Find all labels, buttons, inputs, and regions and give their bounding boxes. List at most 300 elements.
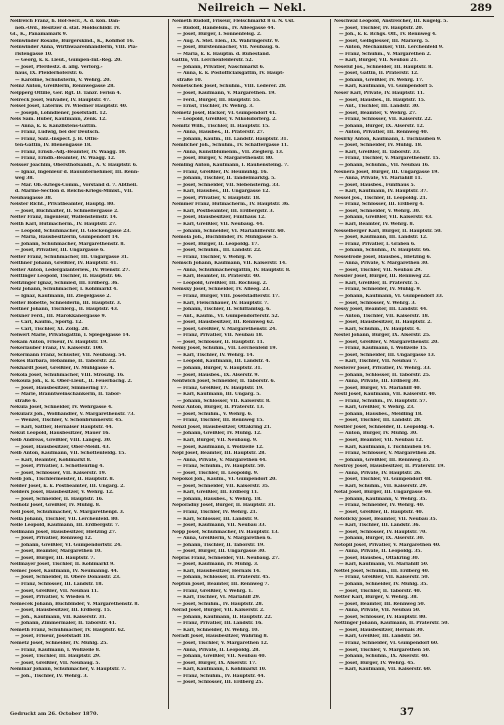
directory-entry: — Josef, Schlosser, V. Wehrg. 3. bbox=[339, 300, 416, 306]
directory-entry: Nemetz Josef, Bäcker, VI. Gumpendorf 41. bbox=[172, 110, 277, 116]
directory-entry: — Johann, Tischler, II. Schiffamtsg. 6. bbox=[177, 307, 271, 313]
directory-entry: — Karoline, Schuhsterin, V. Wehrg. 20. bbox=[15, 77, 111, 83]
directory-entry: — Maria, Hausbesitzerin, Gumpendorf 14. bbox=[15, 235, 120, 241]
directory-entry: — Franz, Schlosser, III. Erdberg 4. bbox=[339, 202, 424, 208]
directory-entry: — Karl, Greißler, III. Erdberg 11. bbox=[177, 490, 259, 496]
directory-entry: — Josef, Pferdestz. d. allg. Verforg.- bbox=[15, 64, 103, 70]
directory-entry: — Josef, Schneider, II. Hauptstr. 16. bbox=[15, 496, 104, 502]
directory-entry: — Anna, k. k. Kanzlistens-Gattin. bbox=[15, 123, 97, 129]
directory-entry: Neradt Josef, Hausbesitzer, Währing 8. bbox=[172, 634, 269, 640]
directory-entry: — Franz, Schuhm., IV. Hauptstr. 57. bbox=[339, 398, 427, 404]
directory-entry: ristengasse 10. bbox=[15, 51, 53, 57]
signature-mark: 37 bbox=[400, 707, 414, 718]
directory-entry: — Josef, Greißler, V. Margarethenstr. 20. bbox=[339, 339, 439, 345]
directory-entry: — Johann, Greißler, IV. Wehrg. 17. bbox=[339, 77, 424, 83]
directory-entry: — Anna, Private, V. Margarethen 44. bbox=[177, 457, 267, 463]
directory-entry: Neitzinger Ignaz, Schmied, III. Erdberg. 36. bbox=[10, 280, 119, 286]
directory-entry: — Josef, Hausbesitzer, II. Hauptstr. 2. bbox=[339, 320, 432, 326]
directory-entry: — Josef, Tischler, IV. Hauptstr. 20. bbox=[339, 25, 424, 31]
directory-entry: Neschwal Leopold, Anstreicher, III. Kugelg. 5. bbox=[334, 19, 448, 24]
directory-entry: Neisel Josef, Laternw. IV. Wiedner Hauptstr. 40. bbox=[10, 104, 128, 110]
directory-entry: — Josef, Schuhm., V. Wehrg. 6. bbox=[177, 411, 253, 417]
directory-entry: Nell Josef, Schuhmacher, V. Margarethenpl. 3. bbox=[10, 510, 125, 516]
directory-entry: — Ignaz, Kaufmann, III. Ziegelgasse 2. bbox=[15, 293, 111, 299]
directory-entry: Nellmann Josef, Hausbesitzer, Hietzing 27. bbox=[10, 529, 117, 535]
directory-entry: — Franz, Salz.-Inspect. J. H. Offis- bbox=[15, 136, 99, 142]
directory-entry: Neiwert Marie, Privatsgattin, I. Spiegelgasse 14. bbox=[10, 333, 131, 339]
directory-entry: — Franz, Schneider, IV. Mühlg. 9. bbox=[339, 287, 422, 293]
directory-entry: — Anton, Tischler, VII. Kaiserstr. 18. bbox=[339, 313, 430, 319]
directory-entry: — Josef, Bürger, II. Leopoldg. 17. bbox=[177, 241, 259, 247]
directory-entry: — Josef, Schneider, V. Wehrg. 30. bbox=[339, 208, 421, 214]
directory-entry: — Johann, Bürger, IX. Alserstr. 30. bbox=[339, 536, 425, 542]
directory-entry: — Johann, Bürger, IX. Alserstr. 12. bbox=[339, 123, 425, 129]
directory-entry: — Marie, Branntweinschänkerin, II. Tabor- bbox=[15, 392, 122, 398]
directory-entry: Nelb Joh., Tischlermeister, II. Hauptstr. 8. bbox=[10, 477, 115, 483]
directory-entry: Nemsky Josef, Schneider, IV. Alleeg. 23. bbox=[172, 287, 270, 293]
directory-entry: — Johann, Tischler, II. Tandelmarktg. 5. bbox=[177, 176, 276, 182]
directory-entry: — Josef, Bürger, IV. Wehrg. 45. bbox=[339, 660, 415, 666]
directory-entry: Neipperg Ottilie, Ger. Rgt. D. Tanzr. Ferisn 4. bbox=[10, 91, 122, 97]
directory-entry: Nemlicher Joh., Schuhm., IV. Schäffergasse 11. bbox=[172, 143, 289, 149]
directory-entry: — Josef, Schneider, VII. Kaiserstr. 35. bbox=[177, 483, 270, 489]
directory-entry: — Anna, Kunstblumenm., VII. Zieglerg. 13. bbox=[177, 149, 284, 155]
directory-entry: — Karl, Schuhm., VII. Kaiserstr. 29. bbox=[339, 483, 428, 489]
directory-entry: Nentwich Josef, Schneider, II. Taborstr. 6. bbox=[172, 379, 276, 385]
directory-entry: — Johann, Kaufmann, V. Wehrg. 35. bbox=[339, 496, 427, 502]
directory-entry: — Karl, Bürger, VII. Neubau 21. bbox=[339, 58, 418, 64]
directory-entry: Nelder Josef, k. k. Postbeamter, III. Ungarg. 2. bbox=[10, 483, 125, 489]
directory-entry: — Josef, Tischler, VI. Gumpendorf 48. bbox=[339, 477, 432, 483]
directory-entry: Neinwinder Rosalie, Bürgerskind., K., Kohlhof 16. bbox=[10, 38, 135, 44]
directory-entry: — Johann, Kaufm., III. Landstr. Hauptstr. 31. bbox=[177, 136, 288, 142]
directory-entry: — Karl, Tischler, III. Landstr. 36. bbox=[339, 523, 421, 529]
directory-entry: Nesterer Josef, Privatier, IV. Wehrg. 33. bbox=[334, 365, 431, 371]
directory-entry: Nerad Josef, Bürger, VII. Kaiserstr. 2. bbox=[172, 608, 265, 614]
directory-entry: — Anna, Private, III. Erdberg 30. bbox=[339, 379, 420, 385]
directory-entry: — Franz, Schneider, VI. Gumpendorf 60. bbox=[339, 640, 439, 646]
directory-entry: — Wenzel, Tischler, V. Schönbrunnerstr. 45. bbox=[15, 418, 123, 424]
directory-entry: Neithner Johann, Greißler, IV. Hauptstr. 41. bbox=[10, 261, 118, 267]
directory-entry: Neinz Anton, Greißlerin, Rennwegasse 28. bbox=[10, 84, 115, 90]
directory-entry: — Franz, Tischler, V. Wehrg. 9. bbox=[177, 254, 253, 260]
directory-entry: — Franz, Kaufmann, I. Wollzeile 15. bbox=[339, 346, 428, 352]
directory-entry: — Josef, Schlosser, II. Hauptstr. 11. bbox=[177, 339, 265, 345]
directory-entry: — Josef, Schneider, II. Obere Donaustr. 23. bbox=[15, 575, 121, 581]
directory-entry: — Josef, Hausbes., IX. Alserstr. 9. bbox=[177, 372, 259, 378]
directory-entry: — Anton, Bürger, IV. Mühlg. 30. bbox=[339, 431, 418, 437]
directory-entry: neb.-Ord., Besitzer d. stat. Moldschildr. IV. bbox=[15, 25, 121, 31]
directory-entry: Neitner Johann, Tischlerg., II. Hauptstr. 43. bbox=[10, 307, 119, 313]
directory-entry: — Franz, Tischler, IV. Wehrg. 21. bbox=[177, 510, 258, 516]
directory-entry: — Karl, Kaufmann, IV. Hauptstr. 37. bbox=[339, 189, 428, 195]
directory-entry: — Karl, Greißler, II. Praterstr. 5. bbox=[339, 280, 419, 286]
directory-entry: — Josef, Hausbes., Ottakring 30. bbox=[339, 555, 420, 561]
directory-entry: — Anna, Private, IV. Hauptstr. 26. bbox=[339, 470, 422, 476]
directory-entry: — Anton, Mechaniker, VIII. Lerchenfeld 9. bbox=[339, 45, 444, 51]
directory-entry: — Josef, Kaufmann, I. Wollzeile 12. bbox=[177, 444, 264, 450]
directory-entry: — Karl, Greißler, VII. Neubaug. 44. bbox=[177, 221, 264, 227]
directory-entry: Nesnera Josef, Bürger, III. Ungargasse 19. bbox=[334, 169, 439, 175]
directory-entry: Nekola Josef, Schuhmacher, VIII. Stroszig. 16. bbox=[10, 372, 125, 378]
directory-entry: Nepraš Franz, Schneider, VII. Neubaug. 27. bbox=[172, 555, 280, 561]
directory-entry: Nemec Josef, Kaufmann, IV. Neumanng. 44. bbox=[10, 568, 119, 574]
directory-entry: — Josef, Beamter, Margarethen 10. bbox=[15, 549, 102, 555]
directory-entry: Nekula Josef, Schneider, IV. Wehrgasse 4. bbox=[10, 405, 113, 411]
directory-entry: — Karl, Greißler, II. Taborstr. 33. bbox=[339, 149, 421, 155]
directory-entry: — Josef, Hausbes., Fünfhaus 5. bbox=[339, 182, 416, 188]
directory-entry: — Franz, Schlosser, V. Margarethen 28. bbox=[339, 451, 436, 457]
directory-entry: Gl., K., Panamamark 9. bbox=[10, 32, 68, 38]
directory-entry: — Anna, Schuhmachersgattin, IV. Hauptstr. 8. bbox=[177, 267, 291, 273]
directory-entry: Nella Johann, Tischler, VII. Lerchenfeld. 80. bbox=[10, 516, 119, 522]
directory-entry: — Johann, Tischler, II. Taborstr. 19. bbox=[177, 542, 265, 548]
directory-entry: Nemy Josef, Schuhm., VII. Lerchenfeld 19. bbox=[172, 346, 277, 352]
directory-entry: — Aug. A. Stef. Elen., IX. Währingerstr. 9. bbox=[177, 38, 280, 44]
directory-entry: Nemeth Rudolf, Friseur, Fleischmarkt 8 u. N. Usf. bbox=[172, 19, 295, 24]
directory-entry: — Johann, Schlosser, VII. Kaiserstr. 8. bbox=[177, 398, 271, 404]
directory-entry: — Josef, Kaufmann, IV. Mühlg. 3. bbox=[177, 562, 259, 568]
directory-entry: — Karl, Kaufmann, VI. Mariahilf 50. bbox=[339, 562, 429, 568]
directory-entry: — Karl, Kaufmann, VI. Gumpendorf 5. bbox=[339, 84, 434, 90]
directory-entry: — Anna, Private, II. Leopoldg. 35. bbox=[339, 549, 422, 555]
directory-entry: — Ignaz, Ingenieur d. Bauunternehmer, III. Renn- bbox=[15, 169, 139, 175]
directory-entry: — Josef, Gelbgiesser, III. Marxerg. 5. bbox=[339, 38, 430, 44]
page-number: 289 bbox=[470, 2, 492, 14]
directory-entry: Nemeth Franz, Schuhmacher, IV. Hauptstr. 62. bbox=[10, 627, 126, 633]
directory-entry: — Karl, Hausbesitzer, Hernals 14. bbox=[177, 568, 261, 574]
directory-entry: Nessy Josef, Beamter, III. Landstr. 44. bbox=[334, 307, 428, 313]
directory-entry: — Josef, Tischler, VII. Neubau 29. bbox=[339, 267, 422, 273]
column-divider bbox=[330, 19, 331, 709]
directory-entry: — Anna, Private, V. Margarethen 30. bbox=[339, 261, 429, 267]
directory-entry: — Josef, Tischler, II. Leopoldg. 9. bbox=[177, 470, 259, 476]
directory-entry: Nenzl Josef, Hausbesitzer, Ottakring 21. bbox=[172, 424, 272, 430]
directory-entry: — Josef, Beamter, VII. Neubau 12. bbox=[339, 438, 424, 443]
directory-entry: — Franz, Privatier, III. Landstr. 16. bbox=[177, 621, 263, 627]
directory-entry: — Josef, Beamter, V. Wehrg. 27. bbox=[339, 110, 417, 116]
page-title: Neilreich — Nekl. bbox=[197, 2, 307, 14]
directory-entry: — Josef, Greißler, II. Hauptstr. 40. bbox=[339, 510, 424, 516]
directory-entry: Nekam Anton, Friseur, IV. Hauptstr. 19. bbox=[10, 339, 108, 345]
directory-entry: Neittinger Leopold, Tischler, II. Hauptstr. 66. bbox=[10, 274, 123, 280]
directory-entry: — Franz, Privatier, I. Graben 6. bbox=[339, 241, 416, 247]
directory-entry: Nemitz Wilh., Tischler, II. Hauptstr. 15. bbox=[172, 123, 270, 129]
directory-entry: — Leopold, Kaufmann, III. Landstr. 4. bbox=[177, 359, 270, 365]
directory-entry: Neiz Johann, Schuhmacher, I. Kohlmarkt 4. bbox=[10, 287, 118, 293]
directory-entry: — Josef, Hausbes., II. Hauptstr. 15. bbox=[339, 97, 426, 103]
directory-entry: Neminar Johann, Schuhmacher, V. Hauptstr. 7. bbox=[10, 667, 126, 673]
directory-entry: Nettinger Johann, Kaufmann, II. Praterstr. 50. bbox=[334, 621, 449, 627]
directory-entry: — Johann, Greißler, VII. Kaiserstr. 43. bbox=[339, 215, 433, 221]
directory-entry: — Josef, Friseur, Josefstadt 18. bbox=[15, 634, 91, 640]
directory-entry: Netopil Josef, Privatier, V. Margarethen 40. bbox=[334, 542, 441, 548]
directory-entry: — Karl, Kaufmann, VII. Kaiserstr. 60. bbox=[339, 667, 432, 673]
directory-entry: — Josef, Tischler, III. Hauptstr. 29. bbox=[15, 654, 101, 660]
directory-entry: — Josef, Greißler, VII. Neubaug. 5. bbox=[15, 660, 101, 666]
directory-entry: — Johann, Schneider, VI. Mariahilferstr. 60. bbox=[177, 228, 285, 234]
directory-entry: — Anna, Greißlerin, V. Margarethen 6. bbox=[177, 536, 272, 542]
directory-entry: Nekermann Franz, Schuster, VII. Neubaug. 54. bbox=[10, 352, 126, 358]
directory-entry: — Karl, Kaufmann, I. Tuchlauben 14. bbox=[339, 444, 431, 450]
directory-entry: — Johann, Schuhm., IV. Hauptstr. 66. bbox=[339, 248, 431, 254]
directory-entry: Netolicky Josef, Beamter, VII. Neubau 35. bbox=[334, 516, 438, 522]
directory-entry: — Franz, Erndb.-Beamter, IV. Waagg. 12. bbox=[15, 156, 116, 162]
directory-entry: Neporadny Josef, Bürger, II. Hauptstr. 31. bbox=[172, 503, 276, 509]
directory-entry: — Josef, Hausbesitzer, III. Erdberg. 15. bbox=[15, 608, 112, 614]
directory-entry: — Karl, Schneider, IV. Wehrg. 10. bbox=[177, 627, 259, 633]
directory-entry: — Josef, Schuhm., III. Landstr. 22. bbox=[177, 248, 262, 254]
directory-entry: — Josef, Schlosser, IV. Hauptstr. 70. bbox=[339, 529, 427, 535]
directory-entry: — Josef, Privatier, III. Ungargasse 6. bbox=[15, 248, 105, 254]
directory-entry: — Johann, Zimmermaler, II. Taborstr. 41. bbox=[15, 621, 117, 627]
directory-entry: — Josef, Tischler, V. Margarethen 50. bbox=[339, 647, 431, 653]
directory-entry: — Josef, Kaufmann, VII. Neubau 33. bbox=[177, 523, 266, 529]
directory-entry: — Franz, Greißler, VII. Kaiserstr. 50. bbox=[339, 575, 429, 581]
directory-entry: — Leopold, Schuhmacher, II. Glockengasse 23. bbox=[15, 228, 131, 234]
directory-entry: — Josef, Bürger, IX. Alserstr. 17. bbox=[177, 660, 257, 666]
directory-entry: — Josef, Schlosser, VII. Kaiserstr. 19. bbox=[15, 470, 107, 476]
directory-entry: — Franz, Schlosser, VII. Kaiserstr. 22. bbox=[339, 117, 433, 123]
directory-entry: Nelholz Josef, Greißler, IV. Mühlg. 8. bbox=[10, 503, 101, 509]
directory-entry: — Karl, Kaufmann, I. Kohlmarkt 10. bbox=[177, 667, 267, 673]
directory-entry: Neiter Bobette, Schneiderin, III. Hauptstr. 3. bbox=[10, 300, 122, 306]
directory-entry: — Franz, Greißler, IV. Heumühlg. 16. bbox=[177, 169, 268, 175]
directory-entry: — Franz, Ludwig, bei der Deutsch. bbox=[15, 130, 100, 136]
directory-entry: — Karl, Sattler, Hernalser Hauptstr. 44. bbox=[15, 424, 113, 430]
directory-entry: Neilreich Franz, h. Hof-Secr., A. d. kön. Dan- bbox=[10, 19, 120, 24]
directory-entry: — Karl, Fleischhauer, IV. Hauptstr. 7. bbox=[177, 300, 269, 306]
header-rule bbox=[10, 16, 494, 17]
directory-entry: Nepokoi Joh., Kaufm., VI. Gumpendorf 20. bbox=[172, 477, 277, 483]
directory-entry: — Josef, Hausbesitzer, Simmering 17. bbox=[15, 385, 108, 391]
directory-entry: — Josef, Schneider, III. Ungargasse 13. bbox=[339, 352, 436, 358]
directory-entry: Nemecek Johann, Buchbinder, V. Margarethenstr. 8. bbox=[10, 601, 140, 607]
directory-entry: — Josef, Schlosser, III. Erdberg 25. bbox=[177, 680, 263, 686]
directory-entry: Nesselberger Karl, Bürger, II. Hauptstr. 50. bbox=[334, 228, 442, 234]
directory-entry: Neister Richt., Privatbeamter, Hauptg. 80. bbox=[10, 202, 115, 208]
directory-entry: — Karl, Beamter, Kohlmarkt 8. bbox=[15, 457, 92, 463]
directory-entry: — Johann, Schneider, IV. Mühlg. 35. bbox=[339, 582, 428, 588]
directory-entry: — Josef, Privatier, V. Wieden 9. bbox=[15, 595, 91, 601]
directory-entry: — Rudolf, Handelsm., IV. Alleegasse 44. bbox=[177, 25, 275, 31]
directory-entry: — Franz, Schlosser, III. Landstr. 18. bbox=[15, 582, 103, 588]
directory-entry: — Josef, Bürger, VI. Mariahilf 40. bbox=[339, 385, 421, 391]
directory-entry: Neser Karl, Private, IV. Hauptstr. 11. bbox=[334, 91, 425, 97]
directory-entry: Netal Josef, Bürger, III. Ungargasse 40. bbox=[334, 490, 432, 496]
directory-entry: — Johann, Schuhm., VII. Neubau 16. bbox=[339, 163, 430, 169]
directory-entry: — Josef, Greißler, VII. Neubau 11. bbox=[15, 588, 99, 594]
directory-entry: — Franz, Privatier, VII. Neubau 18. bbox=[177, 333, 264, 339]
directory-entry: Neinwinder Anna, Wirthwaarenhändlerin, VIII. Pia- bbox=[10, 45, 138, 51]
directory-entry: — Karl, Tischler, VI. Mariahilf 29. bbox=[177, 595, 261, 601]
directory-entry: Neith Karl, Hutmacherm., IV. Hauptstr. 27. bbox=[10, 221, 117, 227]
directory-entry: — Josef, Privatier, I. Schottenring 4. bbox=[15, 464, 104, 470]
directory-entry: — Josef, Gattin, II. Praterstr. 12. bbox=[339, 71, 419, 77]
directory-entry: — Franz, Bürger, VIII. Josefstädterstr. 17. bbox=[177, 293, 280, 299]
directory-entry: — Leopold, Greißler, V. Nikolsdorferg. 2. bbox=[177, 117, 277, 123]
directory-entry: — Josef, Schneider, IV. Mühlg. 18. bbox=[339, 143, 423, 149]
directory-entry: Gattin, VII. Lerchenfelderstr. 52. bbox=[172, 58, 253, 64]
directory-entry: Nekularz Joh., Wollhändler, V. Margarethenstr. 73. bbox=[10, 411, 135, 417]
directory-entry: — Anton, Privatier, III. Rennweg 40. bbox=[339, 130, 429, 136]
directory-entry: — Joseph, Lohndiener, Josefstädt. 12. bbox=[15, 110, 108, 116]
directory-entry: — Johann, Greißler, VII. Neubau 40. bbox=[177, 654, 266, 660]
directory-entry: Netter Karl, Bürger, V. Wehrg. 38. bbox=[334, 595, 418, 601]
directory-entry: — Josef, Schlosser, IV. Hauptstr. 80. bbox=[339, 614, 427, 620]
directory-entry: — Anna, Private, VI. Mariahilf 11. bbox=[339, 176, 423, 182]
directory-entry: — Josef, Bürger, I. Sonnenfelsg. 2. bbox=[177, 32, 262, 38]
page-header bbox=[0, 2, 504, 16]
column-3 bbox=[334, 19, 490, 709]
directory-entry: — Ferd., Bürger, III. Hauptstr. 55. bbox=[177, 97, 261, 103]
directory-entry: — Franz, Tischler, III. Rennweg 15. bbox=[177, 418, 264, 424]
directory-entry: Nepl Josef, Beamter, III. Hauptstr. 28. bbox=[172, 451, 266, 457]
directory-entry: — Anna, Private, VII. Neubau 50. bbox=[339, 608, 421, 614]
column-divider bbox=[168, 19, 169, 709]
directory-entry: Nemling Anton, Kaufmann, I. Rauhensteing. 7. bbox=[172, 163, 289, 169]
directory-entry: — Carl, Tischler, XI. Zollg. 28. bbox=[15, 326, 89, 332]
directory-entry: Nekut Leopold, Hausbesitzer, Mauer 16. bbox=[10, 431, 110, 437]
directory-entry: Neis Sam. Huber, Kaufmann, Zenk. 12. bbox=[10, 117, 107, 123]
directory-entry: Nelders Josef, Hausbesitzer, V. Wehrg. 12. bbox=[10, 490, 114, 496]
directory-entry: — Josef, Bürger, III. Ungargasse 30. bbox=[177, 549, 266, 555]
print-date: Gedruckt am 26. October 1870. bbox=[10, 711, 99, 717]
directory-entry: — Franz, Schuhm., IV. Hauptstr. 50. bbox=[177, 464, 265, 470]
directory-entry: Nemmer Franz, Hutmacherm., IV. Hauptstr. 36. bbox=[172, 202, 290, 208]
directory-entry: Nelle Leopold, Kaufmann, III. Erdbergstr. 7. bbox=[10, 523, 120, 529]
directory-entry: — Karl, Kaufmann, III. Ungarg. 5. bbox=[177, 392, 261, 398]
directory-entry: — Ant., Tischler, III. Landstr. 30. bbox=[339, 104, 420, 110]
directory-entry: — Josef, Privatier, Rennweg 12. bbox=[15, 536, 93, 542]
directory-entry: — Franz, Greißler, V. Wehrg. 1. bbox=[177, 588, 253, 594]
directory-entry: — Josef, Hausbesitzer, Ober-Meidl. 43. bbox=[15, 444, 110, 450]
directory-entry: Nenz Anton, Bürger, II. Praterstr. 13. bbox=[172, 405, 265, 411]
directory-entry: straße 6. bbox=[15, 398, 37, 404]
directory-entry: — Karl, Beamter, IV. Wehrg. 8. bbox=[339, 221, 415, 227]
directory-entry: Neubaugasse 38. bbox=[10, 195, 53, 201]
directory-entry: — Ernst, Tischler, IV. Wehrg. 3. bbox=[177, 104, 254, 110]
directory-entry: — Leopold, Greißler, III. Rochusg. 2. bbox=[177, 280, 268, 286]
directory-entry: — Josef, Buchhalter, II. Schmellergasse 2. bbox=[15, 208, 119, 214]
directory-entry: — Franz, Ernsb.-Adj.-Beamter, IV. Waagg. 10. bbox=[15, 149, 127, 155]
directory-entry: Nekerlauber Franz, IV. Kaiserstr. 100. bbox=[10, 346, 104, 352]
directory-entry: Nekoula Joh., k. k. Ober-Lieut., II. Feuerbachg. 2. bbox=[10, 379, 133, 385]
directory-entry: — Josef, Bürger, V. Margarethenstr. 80. bbox=[177, 156, 274, 162]
directory-entry: Neireck Josef, Sulvader, IV. Hauptstr. 47. bbox=[10, 97, 111, 103]
directory-entry: Neptun Josef, Beamter, III. Rennweg 7. bbox=[172, 582, 270, 588]
directory-entry: — Franz, Tischler, V. Margarethenstr. 15. bbox=[339, 156, 440, 162]
directory-entry: Nepp Josef, Schuhmacher, IV. Hauptstr. 13. bbox=[172, 529, 279, 535]
directory-entry: Nesselrode Josef, Hausbes., Hietzing 6. bbox=[334, 254, 432, 260]
directory-entry: Nelb Andreas, Greißler, VIII. Langeg. 30. bbox=[10, 438, 112, 443]
directory-entry: Nessler Josef, Bürger, III. Rennweg 22. bbox=[334, 274, 431, 280]
directory-entry: — Carl, Kaufm., Sportg. 12. bbox=[15, 320, 83, 326]
directory-entry: Nemola Joh., Buchbinder, IV. Mühlgasse 5. bbox=[172, 235, 278, 241]
directory-entry: — Johann, Greißler, VI. Gumpendorfstr. 24. bbox=[15, 542, 122, 548]
directory-entry: — Anna, k. k. Postofficialsgattin, IV. Haupt- bbox=[177, 71, 285, 77]
directory-entry: — Johann, Kaufmann, II. Hauptstr. 22. bbox=[177, 614, 273, 620]
directory-entry: — Josef, Tischler, II. Taborstr. 40. bbox=[339, 588, 422, 594]
column-1 bbox=[10, 19, 166, 709]
directory-entry: — Karl, Greißler, III. Landstr. 50. bbox=[339, 634, 421, 640]
directory-entry: — Franz, Schneider, IV. Wehrg. 40. bbox=[339, 503, 425, 509]
directory-entry: — Josef, Kaufmann, III. Landstr. 12. bbox=[339, 235, 428, 241]
directory-entry: — Josef, Hausbesitzer, Fünfhaus 12. bbox=[177, 215, 266, 221]
directory-entry: — Karl, Tischler, VII. Neubau 7. bbox=[339, 359, 418, 365]
directory-entry: — Josef, Bürstenmacher, VII. Neubaug. 6. bbox=[177, 45, 280, 51]
directory-entry: Nettel Josef, Schuhm., III. Erdberg 40. bbox=[334, 568, 430, 574]
directory-entry: — Karl, Schlosser, III. Landstr. 9. bbox=[177, 516, 259, 522]
directory-entry: haus, IX. Pfeiderhoferstr. 6. bbox=[15, 71, 84, 77]
directory-entry: — Johann, Privatier, Naschmarkt 6. bbox=[177, 64, 265, 70]
directory-entry: Nemsch Johann, Kaufmann, VII. Kaiserstr. 14. bbox=[172, 261, 287, 267]
directory-entry: — Johann, Bürger, V. Hauptstr. 31. bbox=[177, 365, 262, 371]
directory-entry: — Georg, k. k. Lieut., Gumpen-Inf.-Reg. 20. bbox=[15, 58, 122, 64]
directory-entry: — Franz, Schuhm., V. Margarethen 2. bbox=[339, 51, 432, 57]
directory-entry: — Josef, Hausbesitzer, III. Rennweg 62. bbox=[177, 320, 275, 326]
directory-entry: — Johann, Kaufmann, VI. Gumpendorf 33. bbox=[339, 293, 444, 299]
directory-entry: — Karl, Tischler, IV. Wehrg. 14. bbox=[177, 352, 254, 358]
directory-entry: — Joh., k. k. Rchgs. Off., IV. Rennweg 4. bbox=[339, 32, 437, 38]
directory-entry: — Josef, Kaufmann, V. Margarethen. 19. bbox=[177, 91, 276, 97]
directory-entry: — Johann, Greißler, IV. Mühlg. 12. bbox=[177, 431, 262, 437]
directory-entry: — Johann, Schuhm., IX. Alserstr. 40. bbox=[339, 654, 429, 660]
directory-entry: Neixner Ferd., III. Marokkanergasse 9. bbox=[10, 313, 107, 319]
directory-entry: — Maria, k. k. Hauptm. d. Ruhestand. bbox=[177, 51, 271, 57]
directory-entry: Nekes Barbara, Hebamme, II. Taborstr. 22. bbox=[10, 359, 117, 365]
directory-entry: straße 10. bbox=[177, 77, 203, 83]
directory-entry: — Josef, Bürger, III. Hauptstr. 7. bbox=[15, 555, 95, 561]
directory-entry: Nestel Johann, Bürger, IX. Alserstr. 25. bbox=[334, 333, 431, 339]
directory-entry: — Franz, Schuhm., IV. Hauptstr. 44. bbox=[177, 673, 265, 679]
directory-entry: — Josef, Schuhm., IV. Hauptstr. 28. bbox=[177, 601, 264, 607]
directory-entry: Nekhardt Josef, Greißler, IV. Mühlgasse 4. bbox=[10, 365, 115, 371]
directory-entry: Nellmayer Josef, Tischler, II. Kohlmarkt 9. bbox=[10, 562, 115, 568]
directory-entry: Nemetschek Josef, Schuhm., VIII. Lederer. 28. bbox=[172, 84, 287, 90]
directory-entry: — Johann, Schuhmacher, Margarethenstr. 8. bbox=[15, 241, 125, 247]
directory-entry: — Karl, Greißler, V. Wehrg. 23. bbox=[339, 405, 415, 411]
directory-entry: — Anna, Hausbes., II. Praterstr. 27. bbox=[177, 130, 265, 136]
directory-entry: — Karl, Schuhm., IV. Hauptstr. 4. bbox=[339, 326, 421, 332]
directory-entry: — Joh., Kaufmann, VII. Kaiserstr. 31. bbox=[15, 614, 107, 620]
directory-entry: Nestl Josef, Kaufmann, VII. Kaiserstr. 40. bbox=[334, 392, 437, 398]
directory-entry: Nesirky Anton, Kaufmann, I. Tuchlauben 9. bbox=[334, 136, 442, 142]
directory-entry: — Josef, Schneider, VII. Siebensterng. 33. bbox=[177, 182, 280, 188]
directory-entry: — Karl, Hausbes., III. Ungargasse 12. bbox=[177, 189, 270, 195]
directory-entry: — Karl, Bürger, VII. Neubaug. 9. bbox=[177, 438, 258, 443]
directory-entry: — Johann, Schlosser, II. Taborstr. 25. bbox=[339, 372, 431, 378]
directory-entry: Nessel Jos., Tischler, II. Leopoldg. 21. bbox=[334, 195, 428, 201]
directory-entry: — Josef, Beamter, III. Rennweg 50. bbox=[339, 601, 426, 607]
directory-entry: d. Marine-Section d. Reichs-Kriegs-Minist., VII. bbox=[15, 189, 133, 195]
column-2 bbox=[172, 19, 328, 709]
directory-entry: — Joh., Tischler, IV. Wehrg. 3. bbox=[15, 673, 88, 679]
directory-entry: Neiter Franz, Schuhmacher, III. Ungargasse 31. bbox=[10, 254, 129, 260]
directory-entry: — Franz, Greißler, IV. Hauptstr. 19. bbox=[177, 385, 264, 391]
directory-entry: — Josef, Greißler, V. Margarethenstr. 24. bbox=[177, 326, 277, 332]
directory-entry: Neseluf Jos., Schneider, III. Hauptstr. 8. bbox=[334, 64, 433, 70]
directory-entry: — Karl, Beamter, II. Praterstr. 40. bbox=[177, 274, 261, 280]
directory-entry: — Mar. Ob.-Kriegs-Comm., Vorstand d. 7. Abtheil. bbox=[15, 182, 138, 188]
directory-entry: Nestroy Josef, Hausbesitzer, II. Praterstr. 19. bbox=[334, 464, 445, 470]
directory-entry: Neiter Franz, Ingenieur, Wallensteinstr. 14. bbox=[10, 215, 118, 221]
directory-entry: Neiter Anton, Ledergalanteriew., IV. Wienstr. 27. bbox=[10, 267, 130, 273]
directory-entry: Nestler Josef, Schneider, II. Leopoldg. 4. bbox=[334, 424, 434, 430]
directory-entry: Nemetz Josef, Schneider, IV. Mühlg. 25. bbox=[10, 640, 108, 646]
directory-entry: — Josef, Hausbesitzer, Hernals 30. bbox=[339, 627, 424, 633]
directory-entry: Neisser Joachim, Obersthofsandl., A. V. Hauptstr. 6. bbox=[10, 163, 138, 169]
